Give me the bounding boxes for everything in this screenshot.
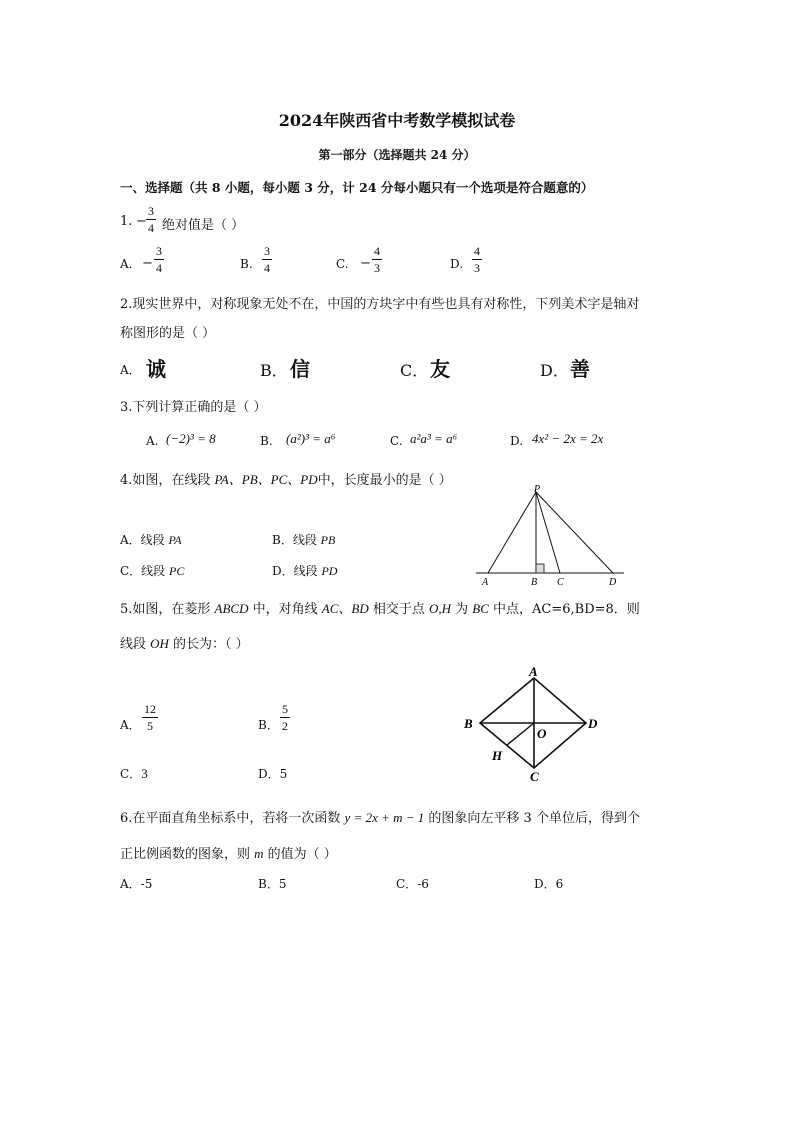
q5-option-b-label: B． (258, 718, 279, 732)
q6-option-d (534, 875, 563, 892)
q3-option-a-label: A. (146, 434, 159, 448)
q1-option-d-label: D. (450, 257, 464, 271)
q1-option-c-num: 4 (374, 244, 380, 258)
q1-stem-text: 绝对值是（ ） (162, 218, 245, 233)
q5-option-a-label: A． (120, 718, 141, 732)
q5-option-d-label: D． (258, 767, 280, 781)
q4-label-d: D (609, 577, 617, 588)
q6-l2b: m (254, 846, 264, 861)
q5-option-b-den: 2 (282, 719, 288, 733)
q1-option-d-den: 3 (474, 261, 480, 275)
q6-option-c-value: -6 (417, 877, 429, 891)
q6-l2c: 的值为（ ） (263, 847, 337, 862)
q5-l1a: 5.如图，在菱形 (120, 602, 215, 617)
q5-option-c-value: 3 (141, 766, 148, 781)
q4-right-angle-mark (536, 564, 544, 573)
q5-l1b: ABCD (214, 601, 249, 616)
q5-label-c: C (530, 769, 539, 784)
q5-stem-line-1 (120, 598, 640, 617)
q6-option-b-label: B． (258, 877, 279, 891)
q5-stem-line-2 (120, 633, 249, 652)
q3-option-d-expr: 4x² − 2x = 2x (532, 431, 604, 446)
q5-l1g: 为 (451, 602, 473, 617)
q4-option-a-seg: PA (168, 533, 182, 547)
q2-option-a-label: A． (120, 363, 141, 377)
q5-label-b: B (464, 716, 473, 731)
q5-label-a: A (529, 664, 538, 679)
q3-option-b-label: B. (260, 434, 273, 448)
q5-label-h: H (492, 748, 503, 763)
q3-stem: 3.下列计算正确的是（ ） (120, 400, 267, 415)
q3-option-b-expr: (a²)³ = a⁶ (286, 431, 336, 446)
q4-option-a (120, 531, 182, 548)
q1-option-d-num: 4 (474, 244, 480, 258)
q4-label-b: B (531, 577, 538, 588)
q5-l1d: AC、BD (321, 601, 369, 616)
q1-option-c-den: 3 (374, 261, 380, 275)
q5-option-c-label: C． (120, 767, 142, 781)
q5-option-b-fraction (280, 702, 290, 733)
q4-stem (120, 469, 452, 488)
q5-option-d-value: 5 (279, 767, 288, 781)
q4-label-a: A (482, 577, 489, 588)
q5-option-a-num: 12 (144, 702, 156, 716)
q4-option-b-seg: PB (320, 533, 336, 547)
q1-option-a-den: 4 (156, 261, 162, 275)
q1-option-a-label: A. (120, 257, 133, 271)
q2-option-b-label: B． (260, 361, 288, 380)
q2-option-d-char: 善 (570, 357, 590, 381)
q4-option-d-seg: PD (321, 564, 338, 578)
q1-denominator: 4 (148, 221, 154, 235)
q5-l1e: 相交于点 (368, 602, 429, 617)
q4-stem-segments: PA、PB、PC、PD (214, 472, 318, 487)
q6-option-c (396, 875, 429, 892)
q3-option-c-label: C. (390, 434, 403, 448)
q1-option-a-num: 3 (156, 244, 162, 258)
q6-option-d-value: 6 (555, 877, 564, 891)
q6-option-c-label: C． (396, 877, 418, 891)
q1-option-c-sign: − (360, 256, 371, 271)
page-title: 2024年陕西省中考数学模拟试卷 (278, 111, 516, 130)
q4-option-d (272, 562, 337, 579)
q4-option-c (120, 562, 184, 579)
q5-option-b-num: 5 (282, 702, 288, 716)
q5-l2a: 线段 (120, 637, 151, 652)
q5-l2c: 的长为：（ ） (168, 637, 249, 652)
q6-l1a: 6.在平面直角坐标系中，若将一次函数 (120, 811, 345, 826)
q6-stem-line-1 (120, 807, 640, 826)
q5-l1i: 中点，AC=6,BD=8．则 (488, 602, 640, 617)
q6-l1c: 的图象向左平移 3 个单位后，得到个 (424, 811, 640, 826)
q6-stem-line-2 (120, 843, 337, 862)
q4-option-c-seg: PC (169, 564, 185, 578)
q3-option-c-expr: a²a³ = a⁶ (410, 431, 458, 446)
q5-segment-oh (507, 723, 534, 745)
q4-option-b (272, 531, 335, 548)
q1-fraction (146, 204, 156, 235)
q6-option-a-value: -5 (140, 877, 153, 891)
q6-l1b: y = 2x + m − 1 (344, 810, 425, 825)
q6-option-a (120, 875, 152, 892)
q2-option-c-char: 友 (430, 357, 450, 381)
q5-option-a-fraction (142, 702, 158, 733)
q4-stem-pre: 4.如图，在线段 (120, 473, 215, 488)
q1-option-c-fraction (372, 244, 382, 275)
q5-option-c (120, 765, 148, 782)
q2-stem-line-2: 称图形的是（ ） (120, 326, 216, 341)
q4-segment-pa (488, 492, 536, 573)
q5-figure (458, 662, 608, 788)
q2-option-c-label: C． (400, 361, 429, 380)
q1-number: 1. (120, 214, 133, 229)
q4-option-d-label: D．线段 (272, 564, 322, 578)
q4-option-b-label: B．线段 (272, 533, 321, 547)
q5-option-a-den: 5 (147, 719, 153, 733)
q1-option-c-label: C. (336, 257, 349, 271)
q1-option-a-sign: − (142, 256, 153, 271)
q3-option-d-label: D. (510, 434, 524, 448)
q1-numerator: 3 (148, 204, 154, 218)
q1-option-b-num: 3 (264, 244, 270, 258)
q4-option-c-label: C．线段 (120, 564, 169, 578)
q4-option-a-label: A．线段 (120, 533, 169, 547)
q5-label-d: D (588, 716, 598, 731)
q6-option-d-label: D． (534, 877, 556, 891)
q3-option-a-expr: (−2)³ = 8 (166, 431, 216, 446)
q4-label-c: C (557, 577, 564, 588)
part-subtitle: 第一部分（选择题共 24 分） (318, 148, 476, 162)
q1-sign: − (136, 214, 147, 229)
q2-option-d-label: D． (540, 361, 569, 380)
q5-option-d (258, 765, 287, 782)
q1-option-b-label: B. (240, 257, 253, 271)
q2-option-a-char: 诚 (146, 357, 166, 381)
q1-option-b-fraction (262, 244, 272, 275)
q5-l1h: BC (472, 601, 489, 616)
q4-figure (470, 482, 630, 588)
q5-l2b: OH (150, 636, 169, 651)
q6-option-b (258, 875, 286, 892)
q5-label-o: O (537, 726, 547, 741)
q4-stem-post: 中，长度最小的是（ ） (317, 473, 452, 488)
q5-l1c: 中，对角线 (248, 602, 322, 617)
q6-option-a-label: A． (120, 877, 141, 891)
q4-label-p: P (534, 484, 541, 495)
q1-option-b-den: 4 (264, 261, 270, 275)
q2-stem-line-1: 2.现实世界中，对称现象无处不在，中国的方块字中有些也具有对称性，下列美术字是轴对 (120, 297, 640, 312)
q5-l1f: O,H (428, 601, 452, 616)
q6-l2a: 正比例函数的图象，则 (120, 847, 255, 862)
section-heading: 一、选择题（共 8 小题，每小题 3 分，计 24 分每小题只有一个选项是符合题意的） (120, 180, 594, 195)
q2-option-b-char: 信 (290, 357, 310, 381)
q1-option-d-fraction (472, 244, 482, 275)
q1-option-a-fraction (154, 244, 164, 275)
q6-option-b-value: 5 (278, 877, 287, 891)
